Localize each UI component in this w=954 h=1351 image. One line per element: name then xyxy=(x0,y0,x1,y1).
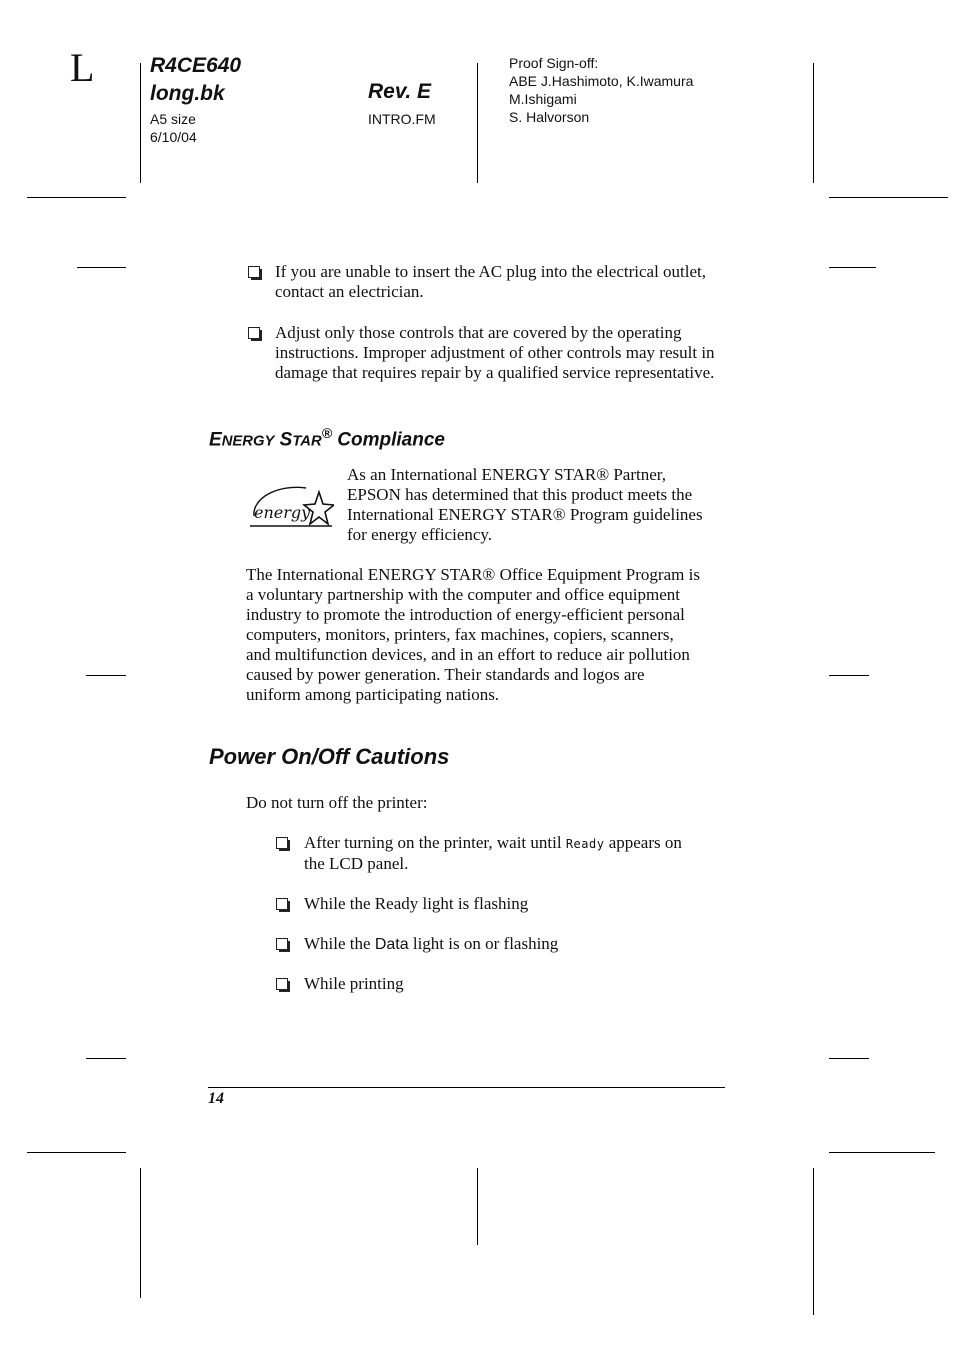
crop-mark xyxy=(829,675,869,676)
program-line: uniform among participating nations. xyxy=(246,685,500,704)
crop-mark xyxy=(86,675,126,676)
bullet-box-icon xyxy=(276,938,288,950)
program-line: and multifunction devices, and in an effort to reduce air pollution xyxy=(246,645,690,664)
heading-initial: S xyxy=(279,429,293,451)
paper-size: A5 size xyxy=(150,111,196,127)
program-paragraph xyxy=(246,565,736,705)
text-span: While the xyxy=(304,934,375,953)
program-line: computers, monitors, printers, fax machines, copiers, scanners, xyxy=(246,625,674,644)
partner-line: EPSON has determined that this product meets the xyxy=(347,485,693,504)
partner-line: for energy efficiency. xyxy=(347,525,493,544)
crop-mark xyxy=(77,267,126,268)
proof-names-1: ABE J.Hashimoto, K.Iwamura xyxy=(509,73,694,89)
panel-label: Data xyxy=(374,936,409,953)
proof-names-3: S. Halvorson xyxy=(509,109,590,125)
bullet-item: If you are unable to insert the AC plug into the electrical outlet, contact an electrician. xyxy=(275,262,707,301)
partner-paragraph xyxy=(347,465,737,545)
program-line: The International ENERGY STAR® Office Equipment Program is xyxy=(246,565,700,584)
print-date: 6/10/04 xyxy=(150,129,197,145)
heading-rest: Compliance xyxy=(332,429,445,451)
registered-mark: ® xyxy=(321,425,333,441)
size-date xyxy=(150,110,197,146)
power-item-line: the LCD panel. xyxy=(304,854,409,873)
corner-letter: L xyxy=(70,45,95,90)
crop-mark xyxy=(140,63,141,183)
power-item: While printing xyxy=(304,974,404,993)
crop-mark xyxy=(477,1168,478,1245)
crop-mark xyxy=(829,267,876,268)
power-item xyxy=(304,934,558,955)
program-line: industry to promote the introduction of energy-efficient personal xyxy=(246,605,685,624)
crop-mark xyxy=(86,1058,126,1059)
text-span: light is on or flashing xyxy=(408,934,559,953)
power-item xyxy=(304,833,734,874)
bullet-item: Adjust only those controls that are covered by the operating instructions. Improper adjustment of other controls may result in damage that requires repair by a qualified service representative. xyxy=(275,323,715,382)
proof-title: Proof Sign-off: xyxy=(509,55,599,71)
program-line: caused by power generation. Their standards and logos are xyxy=(246,665,645,684)
heading-smallcaps: TAR xyxy=(292,433,322,450)
bullet-box-icon xyxy=(276,837,288,849)
file-name: INTRO.FM xyxy=(368,111,436,127)
proof-names-2: M.Ishigami xyxy=(509,91,577,107)
proof-signoff xyxy=(509,54,693,126)
power-item: While the Ready light is flashing xyxy=(304,894,529,913)
crop-mark xyxy=(27,1152,126,1153)
footer-rule xyxy=(208,1087,725,1088)
crop-mark xyxy=(829,1152,935,1153)
job-code: R4CE640 xyxy=(150,54,242,77)
crop-mark xyxy=(813,1168,814,1315)
energy-star-heading xyxy=(209,425,445,451)
crop-mark xyxy=(829,197,948,198)
logo-text: energy xyxy=(254,503,311,522)
power-intro: Do not turn off the printer: xyxy=(246,793,428,812)
job-info xyxy=(150,52,241,108)
power-item-line xyxy=(304,833,734,854)
bullet-box-icon xyxy=(248,327,260,339)
book-name: long.bk xyxy=(150,82,225,105)
revision: Rev. E xyxy=(368,80,432,103)
text-span: After turning on the printer, wait until xyxy=(304,833,566,852)
lcd-message: Ready xyxy=(565,837,605,851)
energy-star-logo xyxy=(248,478,334,530)
heading-initial: E xyxy=(209,429,222,451)
crop-mark xyxy=(140,1168,141,1298)
energy-star-logo-icon xyxy=(248,478,334,530)
crop-mark xyxy=(27,197,126,198)
crop-mark xyxy=(477,63,478,183)
program-line: a voluntary partnership with the computer and office equipment xyxy=(246,585,680,604)
crop-mark xyxy=(829,1058,869,1059)
crop-mark xyxy=(813,63,814,183)
bullet-box-icon xyxy=(276,898,288,910)
partner-line: As an International ENERGY STAR® Partner, xyxy=(347,465,667,484)
power-cautions-heading: Power On/Off Cautions xyxy=(209,744,450,769)
partner-line: International ENERGY STAR® Program guidelines xyxy=(347,505,703,524)
heading-smallcaps: NERGY xyxy=(221,433,275,450)
bullet-box-icon xyxy=(248,266,260,278)
page-number: 14 xyxy=(208,1090,224,1107)
bullet-box-icon xyxy=(276,978,288,990)
text-span: appears on xyxy=(604,833,682,852)
